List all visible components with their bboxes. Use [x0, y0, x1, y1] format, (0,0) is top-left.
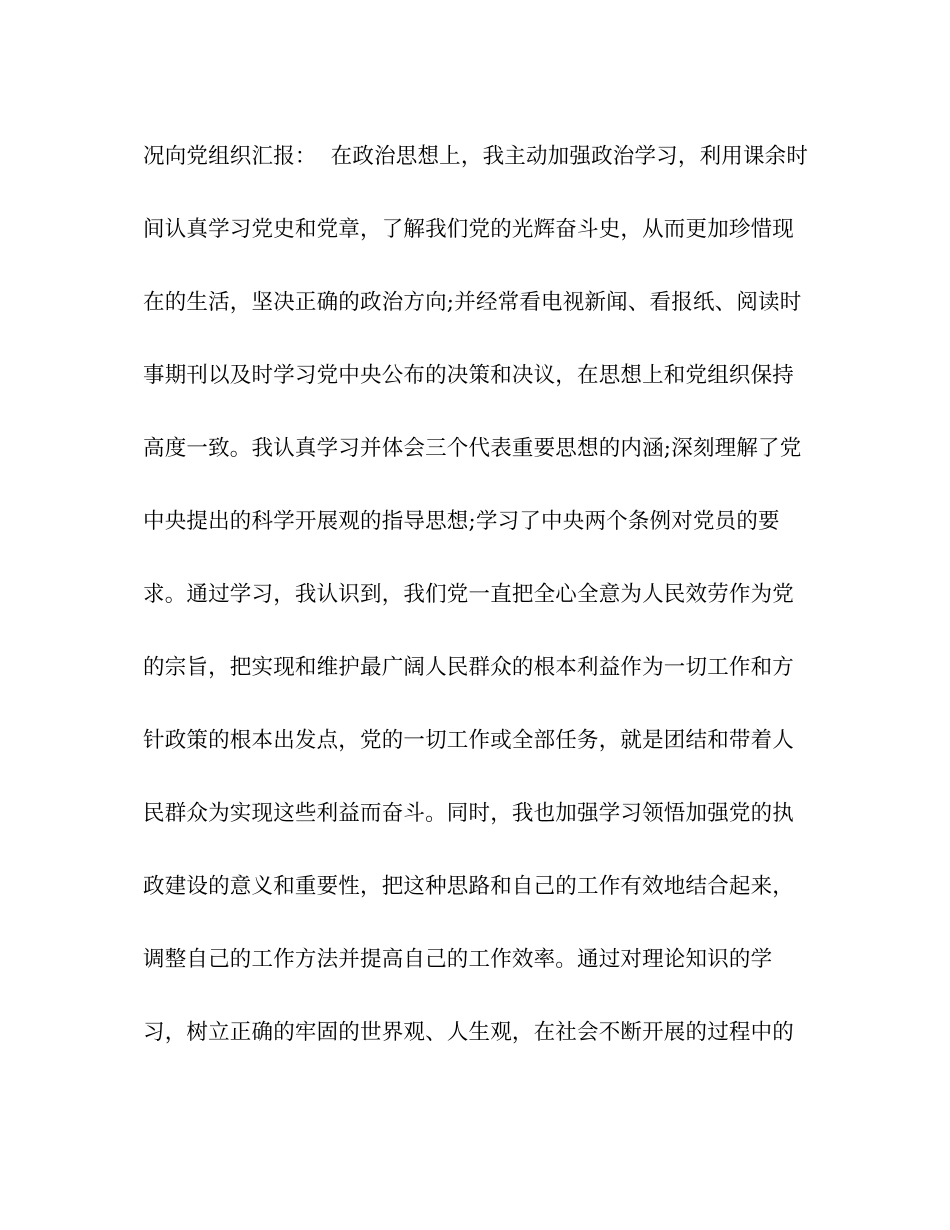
text-line: 求。通过学习，我认识到，我们党一直把全心全意为人民效劳作为党 — [143, 582, 795, 607]
text-line: 高度一致。我认真学习并体会三个代表重要思想的内涵;深刻理解了党 — [143, 436, 802, 461]
text-line: 针政策的根本出发点，党的一切工作或全部任务，就是团结和带着人 — [143, 728, 795, 753]
text-line: 事期刊以及时学习党中央公布的决策和决议，在思想上和党组织保持 — [143, 363, 795, 388]
text-line: 习，树立正确的牢固的世界观、人生观，在社会不断开展的过程中的 — [143, 1020, 795, 1045]
body-text — [143, 130, 813, 1079]
text-line: 在的生活，坚决正确的政治方向;并经常看电视新闻、看报纸、阅读时 — [143, 290, 802, 315]
text-line: 况向党组织汇报： 在政治思想上，我主动加强政治学习，利用课余时 — [143, 144, 809, 169]
text-line: 中央提出的科学开展观的指导思想;学习了中央两个条例对党员的要 — [143, 509, 780, 534]
text-line: 政建设的意义和重要性，把这种思路和自己的工作有效地结合起来， — [143, 874, 795, 899]
text-line: 调整自己的工作方法并提高自己的工作效率。通过对理论知识的学 — [143, 947, 773, 972]
text-line: 的宗旨，把实现和维护最广阔人民群众的根本利益作为一切工作和方 — [143, 655, 795, 680]
text-line: 间认真学习党史和党章，了解我们党的光辉奋斗史，从而更加珍惜现 — [143, 217, 795, 242]
text-line: 民群众为实现这些利益而奋斗。同时，我也加强学习领悟加强党的执 — [143, 801, 795, 826]
